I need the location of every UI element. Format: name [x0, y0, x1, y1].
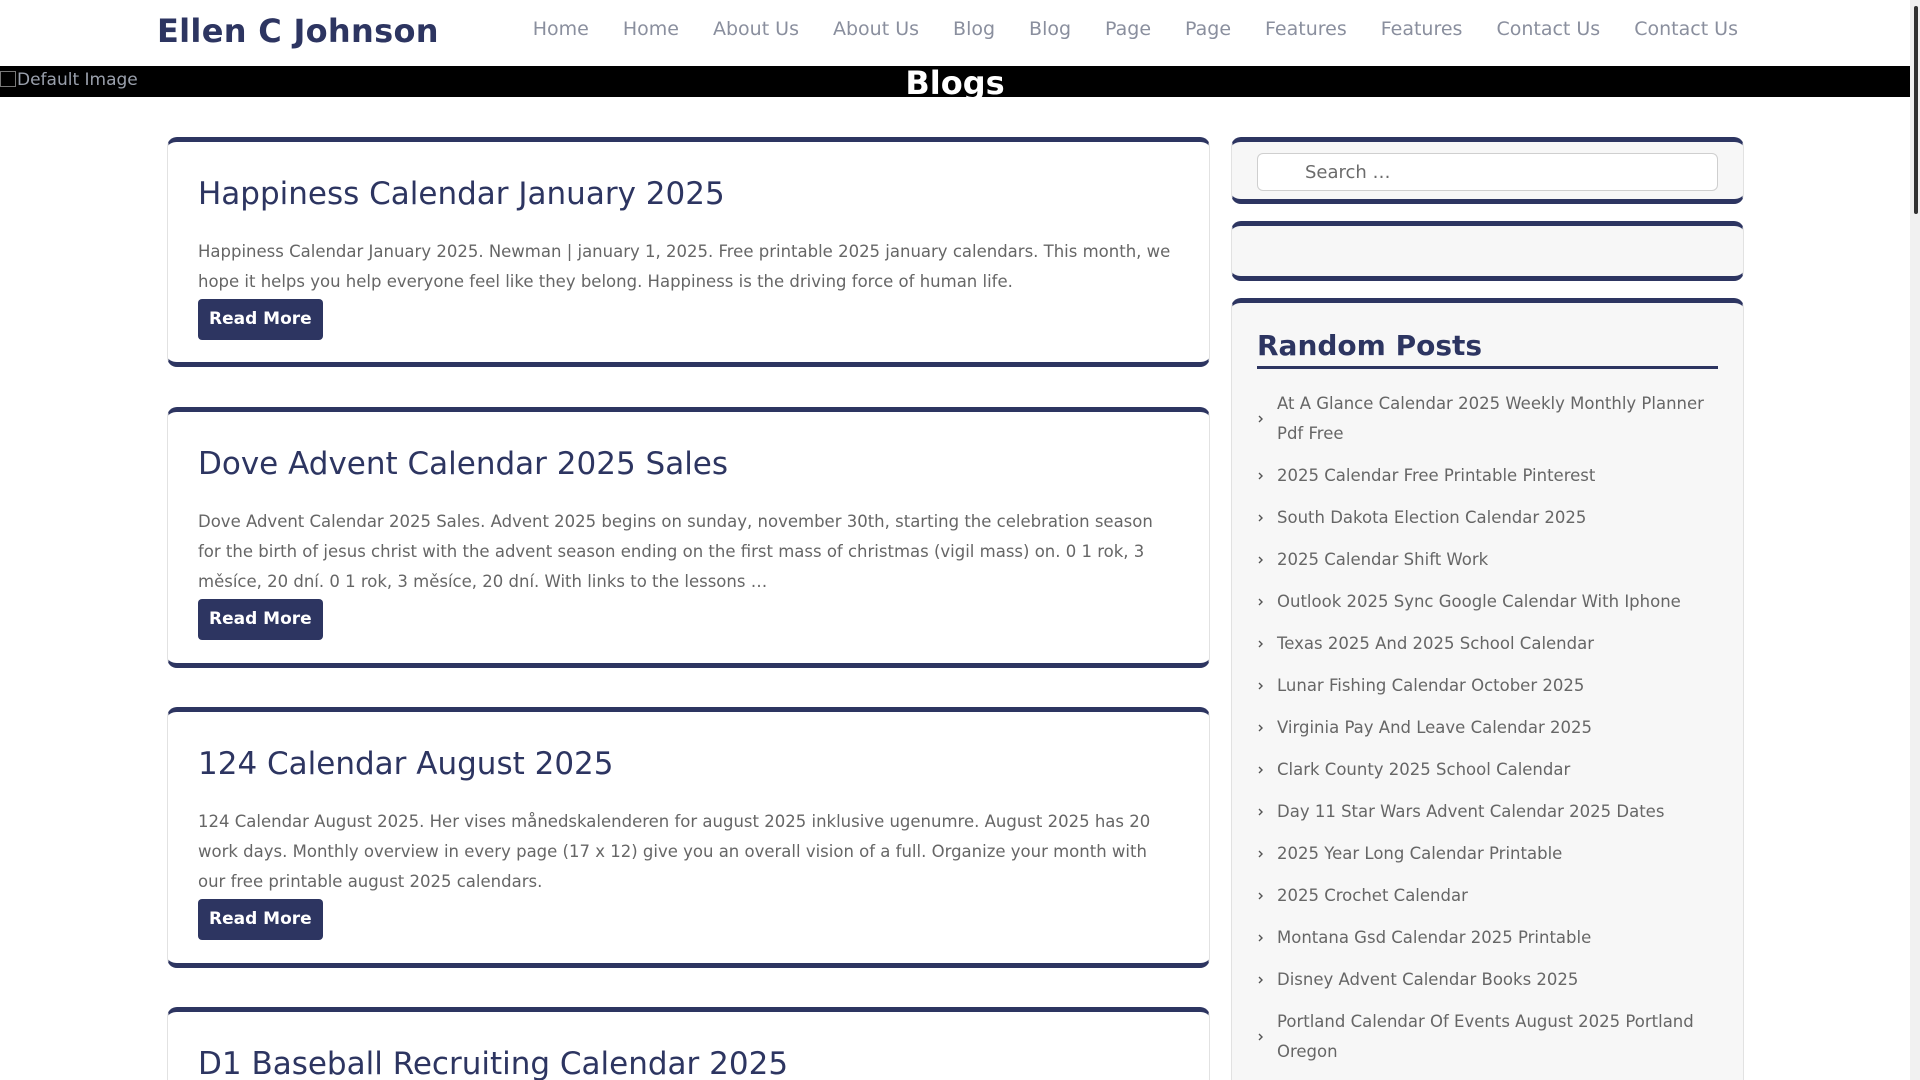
read-more-button[interactable]: Read More	[198, 599, 323, 640]
random-post-link[interactable]	[1257, 497, 1718, 539]
scrollbar-thumb[interactable]	[1914, 6, 1918, 214]
post-excerpt: Dove Advent Calendar 2025 Sales. Advent 2025 begins on sunday, november 30th, starting the celebration season for the birth of jesus christ with the advent season ending on the first mass of christmas (vigil mass) on. 0 1 rok, 3 měsíce, 20 dní. 0 1 rok, 3 měsíce, 20 dní. With links to the lessons …	[198, 512, 1153, 591]
random-post-link[interactable]	[1257, 383, 1718, 455]
post-title[interactable]: Dove Advent Calendar 2025 Sales	[198, 446, 729, 482]
random-post-label: Lunar Fishing Calendar October 2025	[1277, 676, 1585, 695]
random-post-link[interactable]	[1257, 959, 1718, 1001]
nav-item-features[interactable]: Features	[1265, 18, 1347, 40]
nav-item-page[interactable]: Page	[1185, 18, 1232, 40]
post-excerpt: 124 Calendar August 2025. Her vises månedskalenderen for august 2025 inklusive ugenumre. August 2025 has 20 work days. Monthly overview in every page (17 x 12) give you an overall vision of a full. Organize your month with our free printable august 2025 calendars.	[198, 812, 1151, 891]
page-scrollbar[interactable]	[1910, 0, 1920, 1080]
chevron-right-icon	[1257, 596, 1265, 608]
search-widget	[1231, 137, 1744, 204]
random-post-link[interactable]	[1257, 707, 1718, 749]
post-card	[167, 137, 1210, 367]
nav-item-home[interactable]: Home	[622, 18, 679, 40]
random-post-label: 2025 Calendar Shift Work	[1277, 550, 1489, 569]
read-more-button[interactable]: Read More	[198, 299, 323, 340]
random-post-label: 2025 Year Long Calendar Printable	[1277, 844, 1563, 863]
random-post-link[interactable]	[1257, 917, 1718, 959]
random-post-link[interactable]	[1257, 665, 1718, 707]
chevron-right-icon	[1257, 974, 1265, 986]
random-post-label: Portland Calendar Of Events August 2025 Portland Oregon	[1277, 1012, 1694, 1061]
random-post-label: At A Glance Calendar 2025 Weekly Monthly Planner Pdf Free	[1277, 394, 1704, 443]
random-post-link[interactable]	[1257, 875, 1718, 917]
random-post-link[interactable]	[1257, 539, 1718, 581]
chevron-right-icon	[1257, 806, 1265, 818]
search-box	[1257, 153, 1718, 191]
random-post-label: Clark County 2025 School Calendar	[1277, 760, 1571, 779]
post-card	[167, 407, 1210, 668]
random-post-label: Texas 2025 And 2025 School Calendar	[1277, 634, 1595, 653]
random-posts-widget	[1231, 298, 1744, 1080]
nav-item-page[interactable]: Page	[1105, 18, 1152, 40]
post-title[interactable]: Happiness Calendar January 2025	[198, 176, 725, 212]
chevron-right-icon	[1257, 638, 1265, 650]
random-posts-list	[1257, 383, 1718, 1073]
nav-item-blog[interactable]: Blog	[953, 18, 996, 40]
chevron-right-icon	[1257, 848, 1265, 860]
chevron-right-icon	[1257, 554, 1265, 566]
random-post-link[interactable]	[1257, 791, 1718, 833]
site-title[interactable]: Ellen C Johnson	[157, 12, 439, 50]
search-icon[interactable]	[1274, 163, 1292, 181]
chevron-right-icon	[1257, 1031, 1265, 1043]
random-post-label: Montana Gsd Calendar 2025 Printable	[1277, 928, 1592, 947]
nav-item-contact-us[interactable]: Contact Us	[1634, 18, 1738, 40]
random-post-label: South Dakota Election Calendar 2025	[1277, 508, 1587, 527]
random-post-link[interactable]	[1257, 455, 1718, 497]
site-header	[0, 0, 1910, 66]
random-post-label: Outlook 2025 Sync Google Calendar With Iphone	[1277, 592, 1681, 611]
post-excerpt: Happiness Calendar January 2025. Newman | january 1, 2025. Free printable 2025 january calendars. This month, we hope it helps you help everyone feel like they belong. Happiness is the driving force of human life.	[198, 242, 1171, 291]
chevron-right-icon	[1257, 413, 1265, 425]
random-post-link[interactable]	[1257, 749, 1718, 791]
post-title[interactable]: D1 Baseball Recruiting Calendar 2025	[198, 1046, 789, 1080]
page-title: Blogs	[905, 64, 1005, 102]
nav-item-home[interactable]: Home	[532, 18, 589, 40]
nav-item-blog[interactable]: Blog	[1029, 18, 1072, 40]
random-post-label: 2025 Crochet Calendar	[1277, 886, 1468, 905]
chevron-right-icon	[1257, 722, 1265, 734]
search-input[interactable]	[1305, 154, 1705, 190]
empty-widget	[1231, 221, 1744, 281]
random-posts-title: Random Posts	[1257, 329, 1718, 369]
chevron-right-icon	[1257, 764, 1265, 776]
random-post-label: Day 11 Star Wars Advent Calendar 2025 Dates	[1277, 802, 1665, 821]
hero-banner	[0, 64, 1910, 102]
nav-item-about-us[interactable]: About Us	[712, 18, 799, 40]
random-post-label: Disney Advent Calendar Books 2025	[1277, 970, 1579, 989]
random-post-label: Virginia Pay And Leave Calendar 2025	[1277, 718, 1593, 737]
post-card	[167, 707, 1210, 968]
post-title[interactable]: 124 Calendar August 2025	[198, 746, 614, 782]
main-nav	[499, 18, 1738, 40]
chevron-right-icon	[1257, 890, 1265, 902]
random-post-link[interactable]	[1257, 833, 1718, 875]
random-post-link[interactable]	[1257, 581, 1718, 623]
hero-image-alt: Default Image	[17, 70, 138, 90]
random-post-label: 2025 Calendar Free Printable Pinterest	[1277, 466, 1596, 485]
read-more-button[interactable]: Read More	[198, 899, 323, 940]
post-card	[167, 1007, 1210, 1080]
chevron-right-icon	[1257, 512, 1265, 524]
random-post-link[interactable]	[1257, 1001, 1718, 1073]
nav-item-contact-us[interactable]: Contact Us	[1496, 18, 1601, 40]
nav-item-about-us[interactable]: About Us	[833, 18, 920, 40]
random-post-link[interactable]	[1257, 623, 1718, 665]
chevron-right-icon	[1257, 932, 1265, 944]
chevron-right-icon	[1257, 680, 1265, 692]
nav-item-features[interactable]: Features	[1380, 18, 1463, 40]
chevron-right-icon	[1257, 470, 1265, 482]
